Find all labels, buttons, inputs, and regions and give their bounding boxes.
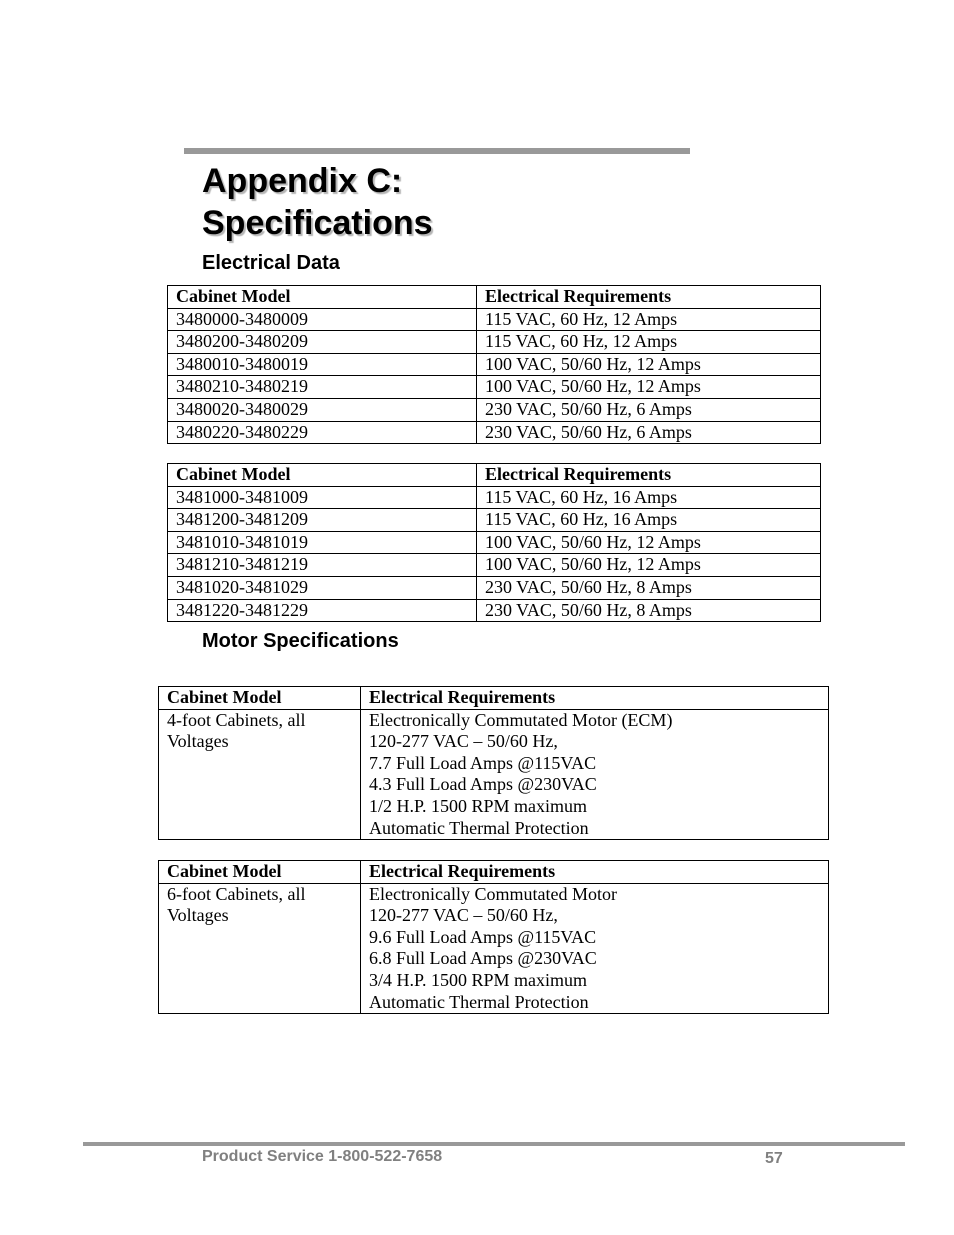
table-header-row bbox=[159, 687, 829, 710]
motor-requirements-cell: Electronically Commutated Motor 120-277 VAC – 50/60 Hz, 9.6 Full Load Amps @115VAC 6.8 Full Load Amps @230VAC 3/4 H.P. 1500 RPM maximum Automatic Thermal Protection bbox=[361, 883, 829, 1014]
table-row bbox=[168, 599, 821, 622]
column-header: Electrical Requirements bbox=[477, 464, 821, 487]
table-cell: 3480010-3480019 bbox=[168, 353, 477, 376]
table-cell: 230 VAC, 50/60 Hz, 8 Amps bbox=[477, 599, 821, 622]
table-cell: 100 VAC, 50/60 Hz, 12 Amps bbox=[477, 353, 821, 376]
table-cell: 3481220-3481229 bbox=[168, 599, 477, 622]
page-title-line1: Appendix C: bbox=[202, 162, 403, 200]
table-cell: 3481020-3481029 bbox=[168, 576, 477, 599]
table-row bbox=[168, 376, 821, 399]
electrical-table-1 bbox=[167, 285, 821, 444]
table-cell: 3480220-3480229 bbox=[168, 421, 477, 444]
table-row bbox=[168, 353, 821, 376]
table-row bbox=[168, 531, 821, 554]
motor-specifications-heading: Motor Specifications bbox=[202, 630, 399, 652]
header-rule bbox=[184, 148, 690, 154]
table-cell: 3481200-3481209 bbox=[168, 509, 477, 532]
page-title bbox=[202, 160, 433, 244]
table-cell: 100 VAC, 50/60 Hz, 12 Amps bbox=[477, 554, 821, 577]
table-cell: 100 VAC, 50/60 Hz, 12 Amps bbox=[477, 376, 821, 399]
cabinet-model-cell: 6-foot Cabinets, all Voltages bbox=[159, 883, 361, 1014]
table-header-row bbox=[168, 286, 821, 309]
table-row bbox=[168, 509, 821, 532]
column-header: Cabinet Model bbox=[159, 861, 361, 884]
motor-requirements-cell: Electronically Commutated Motor (ECM) 120-277 VAC – 50/60 Hz, 7.7 Full Load Amps @115VAC 4.3 Full Load Amps @230VAC 1/2 H.P. 1500 RPM maximum Automatic Thermal Protection bbox=[361, 709, 829, 840]
column-header: Electrical Requirements bbox=[361, 861, 829, 884]
table-cell: 115 VAC, 60 Hz, 16 Amps bbox=[477, 486, 821, 509]
table-row bbox=[159, 883, 829, 1014]
table-row bbox=[168, 486, 821, 509]
table-header-row bbox=[159, 861, 829, 884]
table-row bbox=[168, 398, 821, 421]
table-row bbox=[168, 576, 821, 599]
table-cell: 3480210-3480219 bbox=[168, 376, 477, 399]
footer-rule bbox=[83, 1142, 905, 1146]
table-header-row bbox=[168, 464, 821, 487]
table-cell: 3480200-3480209 bbox=[168, 331, 477, 354]
table-row bbox=[168, 554, 821, 577]
page-number: 57 bbox=[765, 1150, 783, 1167]
column-header: Electrical Requirements bbox=[361, 687, 829, 710]
table-cell: 230 VAC, 50/60 Hz, 8 Amps bbox=[477, 576, 821, 599]
table-cell: 230 VAC, 50/60 Hz, 6 Amps bbox=[477, 421, 821, 444]
page-title-line2: Specifications bbox=[202, 204, 433, 242]
table-row bbox=[168, 421, 821, 444]
table-row bbox=[168, 331, 821, 354]
table-cell: 115 VAC, 60 Hz, 12 Amps bbox=[477, 308, 821, 331]
column-header: Cabinet Model bbox=[159, 687, 361, 710]
table-cell: 3481010-3481019 bbox=[168, 531, 477, 554]
table-cell: 230 VAC, 50/60 Hz, 6 Amps bbox=[477, 398, 821, 421]
product-service-phone: Product Service 1-800-522-7658 bbox=[202, 1148, 443, 1165]
table-row bbox=[168, 308, 821, 331]
table-cell: 115 VAC, 60 Hz, 16 Amps bbox=[477, 509, 821, 532]
electrical-data-heading: Electrical Data bbox=[202, 252, 340, 274]
column-header: Electrical Requirements bbox=[477, 286, 821, 309]
motor-table-1 bbox=[158, 686, 829, 840]
column-header: Cabinet Model bbox=[168, 464, 477, 487]
table-cell: 3481210-3481219 bbox=[168, 554, 477, 577]
table-row bbox=[159, 709, 829, 840]
electrical-table-2 bbox=[167, 463, 821, 622]
table-cell: 3480000-3480009 bbox=[168, 308, 477, 331]
table-cell: 115 VAC, 60 Hz, 12 Amps bbox=[477, 331, 821, 354]
table-cell: 3480020-3480029 bbox=[168, 398, 477, 421]
cabinet-model-cell: 4-foot Cabinets, all Voltages bbox=[159, 709, 361, 840]
column-header: Cabinet Model bbox=[168, 286, 477, 309]
table-cell: 100 VAC, 50/60 Hz, 12 Amps bbox=[477, 531, 821, 554]
table-cell: 3481000-3481009 bbox=[168, 486, 477, 509]
motor-table-2 bbox=[158, 860, 829, 1014]
